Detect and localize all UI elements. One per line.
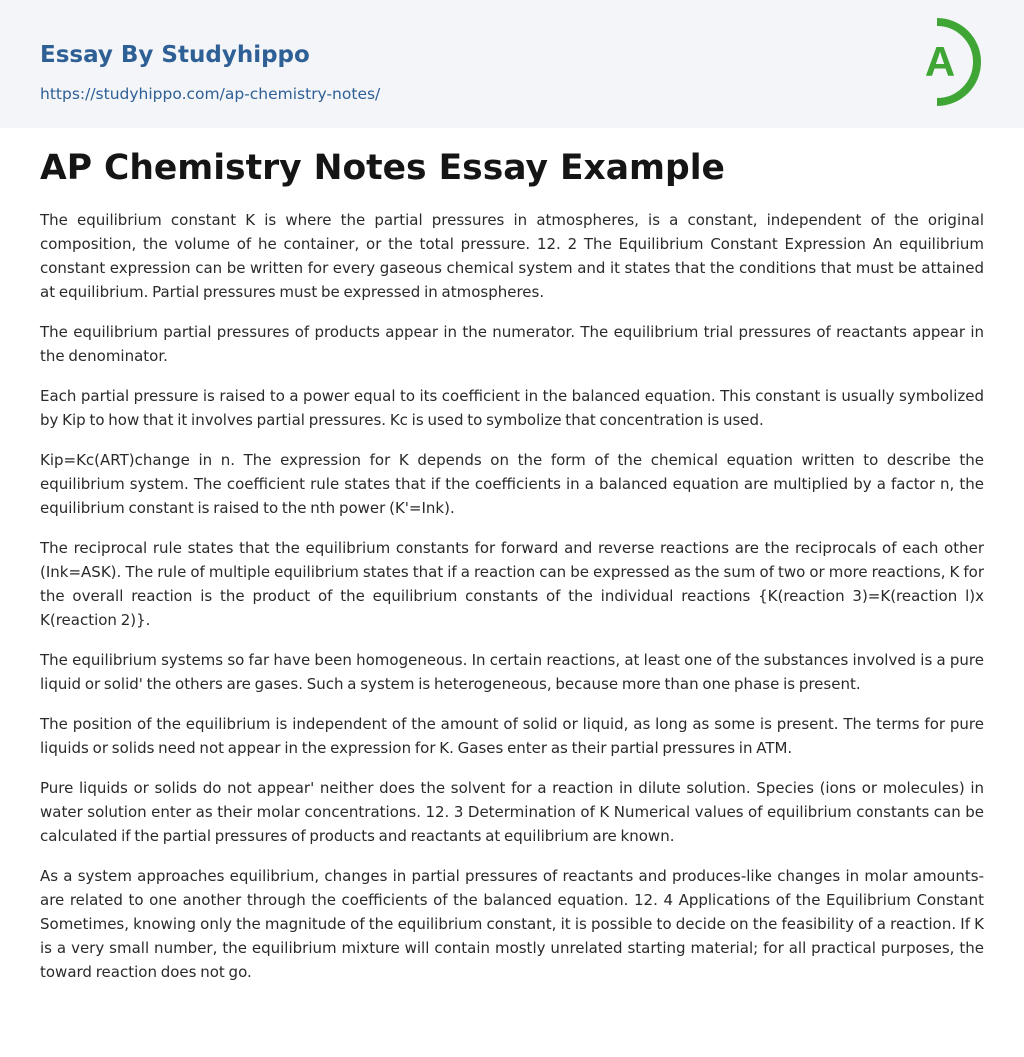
paragraph-6: The equilibrium systems so far have been homogeneous. In certain reactions, at least one of the substances involved is a pure liquid or solid' the others are gases. Such a system is heterogeneous, because more than one phase is present. (40, 651, 984, 693)
source-url-link[interactable]: https://studyhippo.com/ap-chemistry-notes/ (40, 85, 381, 103)
paragraph-3: Each partial pressure is raised to a power equal to its coefficient in the balanced equation. This constant is usually symbolized by Kip to how that it involves partial pressures. Kc is used to symbolize that concentration is used. (40, 387, 984, 429)
paragraph-5: The reciprocal rule states that the equilibrium constants for forward and reverse reactions are the reciprocals of each other (Ink=ASK). The rule of multiple equilibrium states that if a reaction can be expressed as the sum of two or more reactions, K for the overall reaction is the product of the equilibrium constants of the individual reactions {K(reaction 3)=K(reaction l)x K(reaction 2)}. (40, 539, 984, 629)
paragraph-1: The equilibrium constant K is where the partial pressures in atmospheres, is a constant, independent of the original composition, the volume of he container, or the total pressure. 12. 2 The Equilibrium Constant Expression An equilibrium constant expression can be written for every gaseous chemical system and it states that the conditions that must be attained at equilibrium. Partial pressures must be expressed in atmospheres. (40, 211, 984, 301)
logo-letter: A (924, 38, 956, 85)
page-header (0, 0, 1024, 128)
site-brand[interactable]: Essay By Studyhippo (40, 42, 310, 68)
paragraph-4: Kip=Kc(ART)change in n. The expression for K depends on the form of the chemical equation written to describe the equilibrium system. The coefficient rule states that if the coefficients in a balanced equation are multiplied by a factor n, the equilibrium constant is raised to the nth power (K'=Ink). (40, 451, 984, 517)
article-content (40, 146, 984, 1000)
page-title: AP Chemistry Notes Essay Example (40, 148, 725, 188)
paragraph-2: The equilibrium partial pressures of products appear in the numerator. The equilibrium trial pressures of reactants appear in the denominator. (40, 323, 984, 365)
paragraph-9: As a system approaches equilibrium, changes in partial pressures of reactants and produces-like changes in molar amounts-are related to one another through the coefficients of the balanced equation. 12. 4 Applications of the Equilibrium Constant Sometimes, knowing only the magnitude of the equilibrium constant, it is possible to decide on the feasibility of a reaction. If K is a very small number, the equilibrium mixture will contain mostly unrelated starting material; for all practical purposes, the toward reaction does not go. (40, 867, 984, 981)
paragraph-7: The position of the equilibrium is independent of the amount of solid or liquid, as long as some is present. The terms for pure liquids or solids need not appear in the expression for K. Gases enter as their partial pressures in ATM. (40, 715, 984, 757)
paragraph-8: Pure liquids or solids do not appear' neither does the solvent for a reaction in dilute solution. Species (ions or molecules) in water solution enter as their molar concentrations. 12. 3 Determination of K Numerical values of equilibrium constants can be calculated if the partial pressures of products and reactants at equilibrium are known. (40, 779, 984, 845)
studyhippo-logo-icon[interactable] (908, 16, 990, 108)
